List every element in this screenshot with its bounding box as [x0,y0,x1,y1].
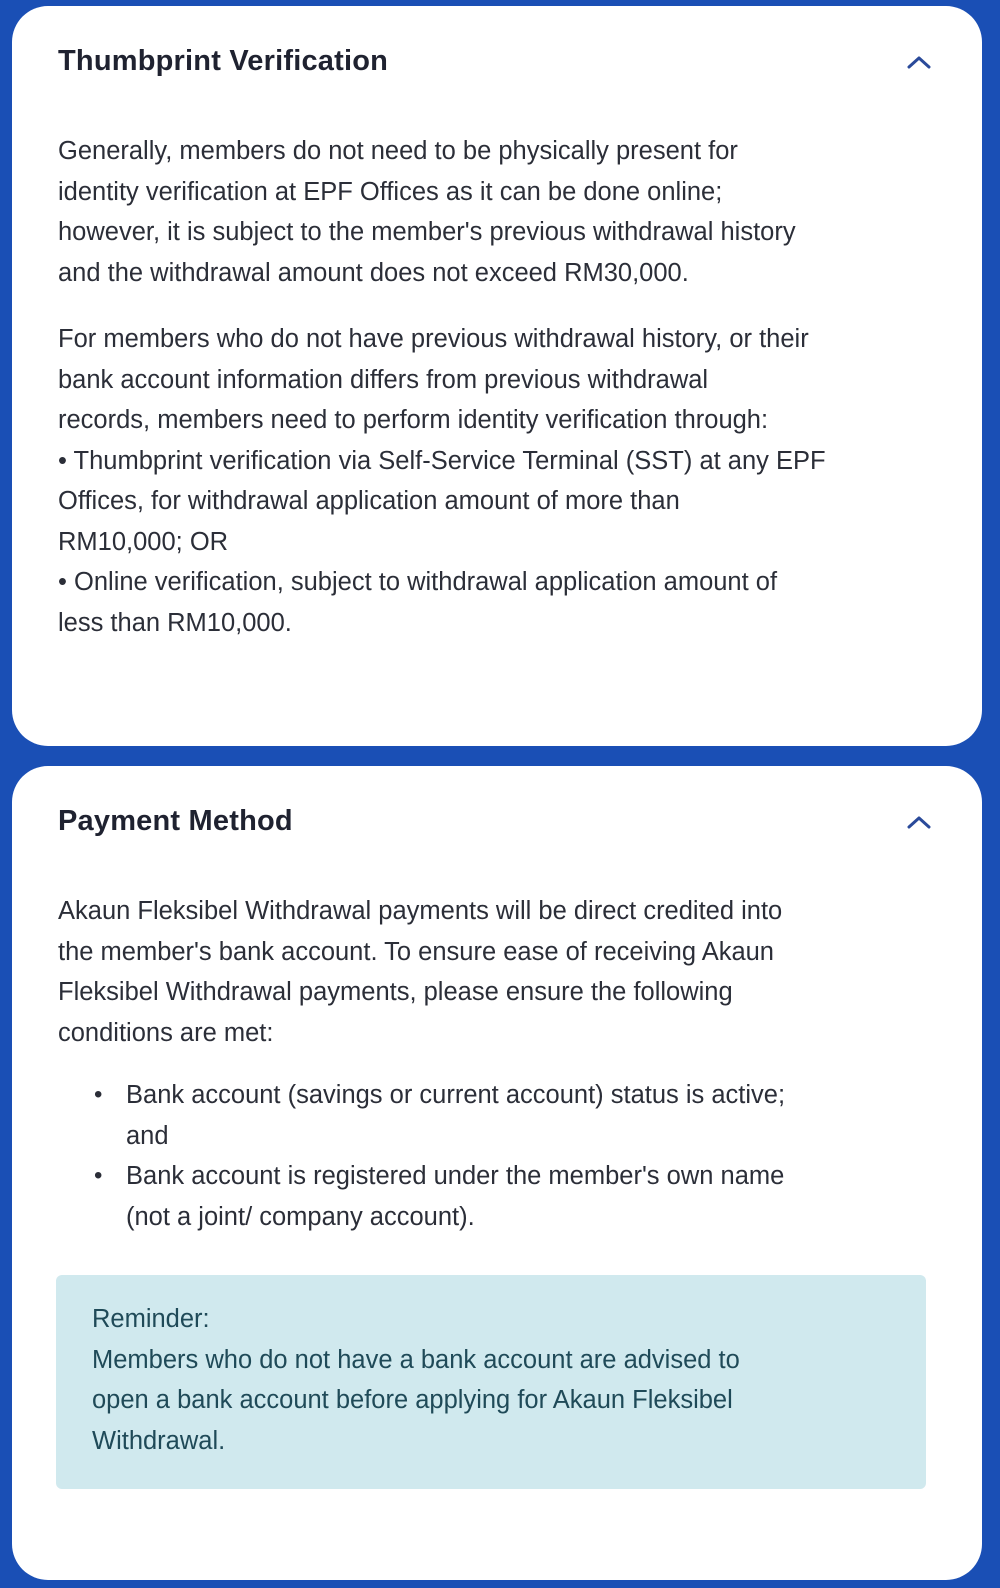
text-line: and [126,1121,169,1150]
text-line: Members who do not have a bank account are advised to [92,1345,740,1374]
text-line: Withdrawal. [92,1426,226,1455]
reminder-label: Reminder: [92,1305,210,1333]
paragraph-verification-methods [58,319,936,643]
text-line: and the withdrawal amount does not exceed RM30,000. [58,258,689,287]
text-line: conditions are met: [58,1018,274,1047]
text-line: Offices, for withdrawal application amount of more than [58,487,680,515]
thumbprint-verification-card [12,6,982,746]
payment-method-header[interactable] [58,802,936,878]
reminder-box [56,1275,926,1489]
text-line: RM10,000; OR [58,527,229,556]
chevron-up-icon[interactable] [902,805,936,839]
text-line: identity verification at EPF Offices as it can be done online; [58,177,723,206]
text-line: (not a joint/ company account). [126,1202,475,1231]
section-title: Payment Method [58,804,293,837]
text-line: records, members need to perform identity verification through: [58,406,769,434]
text-line: For members who do not have previous withdrawal history, or their [58,325,809,353]
text-line: less than RM10,000. [58,608,292,637]
text-line: • Bank account (savings or current account) status is active; [126,1081,786,1109]
chevron-up-icon[interactable] [902,45,936,79]
text-line: Akaun Fleksibel Withdrawal payments will be direct credited into [58,897,783,925]
conditions-list [58,1075,936,1237]
text-line: however, it is subject to the member's previous withdrawal history [58,218,796,246]
text-line: open a bank account before applying for Akaun Fleksibel [92,1386,733,1414]
thumbprint-verification-body [58,131,936,643]
section-title: Thumbprint Verification [58,44,389,77]
text-line: the member's bank account. To ensure ease of receiving Akaun [58,937,774,966]
text-line: • Bank account is registered under the member's own name [126,1162,785,1190]
thumbprint-verification-header[interactable] [58,42,936,118]
payment-method-card [12,766,982,1580]
payment-method-body [58,891,936,1489]
text-line: Fleksibel Withdrawal payments, please ensure the following [58,978,733,1006]
list-item [94,1075,936,1156]
bullet-thumbprint: • Thumbprint verification via Self-Service Terminal (SST) at any EPF [58,446,826,475]
text-line: bank account information differs from previous withdrawal [58,365,709,394]
paragraph-payment-info [58,891,936,1053]
paragraph-identity-verification [58,131,936,293]
text-line: Generally, members do not need to be physically present for [58,137,738,165]
list-item [94,1156,936,1237]
bullet-online: • Online verification, subject to withdrawal application amount of [58,568,778,596]
